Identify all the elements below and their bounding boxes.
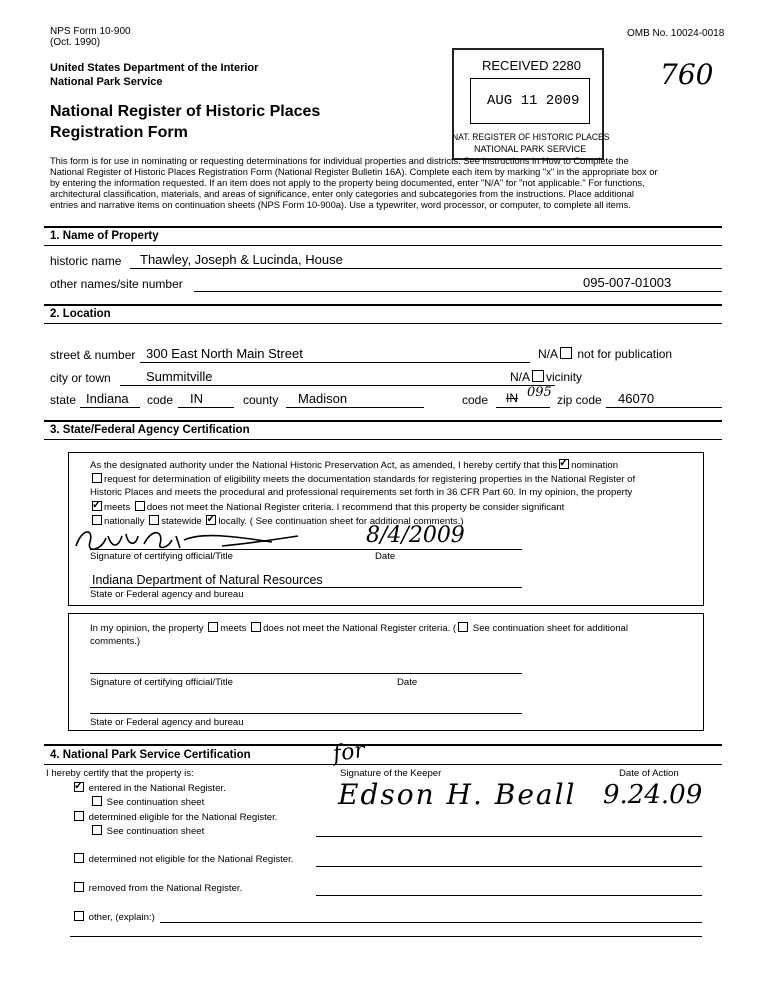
section3-top-rule — [44, 420, 722, 422]
code-line — [178, 407, 234, 408]
omb-number: OMB No. 10024-0018 — [627, 28, 725, 39]
handwritten-number: 760 — [660, 58, 714, 91]
keeper-line-3 — [316, 895, 702, 896]
intro-line4: architectural classification, materials, and areas of significance, enter only categories and subcategories from the instructions. Place additional — [50, 189, 634, 199]
city-line — [120, 385, 530, 386]
vicinity-option[interactable] — [510, 370, 582, 384]
code2-value[interactable]: 095 — [527, 385, 552, 400]
does-not-meet-checkbox[interactable] — [135, 501, 145, 511]
stamp-line2: NATIONAL PARK SERVICE — [474, 144, 587, 154]
state-value[interactable]: Indiana — [86, 391, 129, 406]
intro-line3: by entering the information requested. If an item does not apply to the property being documented, enter "N/A" for "not applicable." For functions, — [50, 178, 645, 188]
code2-label: code — [462, 393, 489, 407]
nomination-label: nomination — [571, 460, 619, 471]
opinion-text-1: In my opinion, the property — [90, 623, 204, 634]
historic-name-label: historic name — [50, 254, 122, 268]
keeper-line-2 — [316, 866, 702, 867]
not-publication-checkbox[interactable] — [560, 347, 572, 359]
date-label-2: Date — [397, 677, 418, 688]
cert-text-1: As the designated authority under the National Historic Preservation Act, as amended, I hereby certify that this — [90, 460, 558, 471]
eligible-checkbox[interactable] — [74, 811, 84, 821]
stamp-received: RECEIVED 2280 — [482, 58, 581, 73]
section2-heading: 2. Location — [50, 308, 111, 320]
other-option[interactable] — [72, 911, 155, 923]
service: National Park Service — [50, 76, 163, 88]
keeper-line-1 — [316, 836, 702, 837]
county-label: county — [243, 393, 279, 407]
section4-heading-rule — [44, 764, 722, 765]
county-line — [286, 407, 424, 408]
keeper-label: Signature of the Keeper — [340, 768, 442, 779]
vicinity-label: vicinity — [546, 370, 583, 384]
entered-checkbox[interactable] — [74, 782, 84, 792]
keeper-for-note: for — [331, 737, 367, 768]
entered-label: entered in the National Register. — [88, 783, 226, 794]
opinion-not-meet-checkbox[interactable] — [251, 622, 261, 632]
section3-heading: 3. State/Federal Agency Certification — [50, 424, 250, 436]
not-eligible-checkbox[interactable] — [74, 853, 84, 863]
action-date: 9.24.09 — [603, 780, 703, 810]
see-continuation-1[interactable] — [90, 796, 204, 808]
not-eligible-label: determined not eligible for the National Register. — [88, 854, 294, 865]
continuation-note: ( See continuation sheet for additional comments.) — [249, 516, 464, 527]
department: United States Department of the Interior — [50, 62, 259, 74]
opinion-line1 — [90, 622, 628, 634]
certifying-date: 8/4/2009 — [366, 523, 465, 548]
agency-line-2 — [90, 713, 522, 714]
form-date: (Oct. 1990) — [50, 37, 101, 48]
nationally-label: nationally — [104, 516, 145, 527]
meets-label: meets — [104, 502, 131, 513]
cert-text-4: does not meet the National Register criteria. I recommend that this property be consider significant — [146, 502, 565, 513]
other-names-value[interactable]: 095-007-01003 — [583, 275, 672, 290]
locally-label: locally. — [218, 516, 248, 527]
zip-label: zip code — [557, 393, 602, 407]
agency-label-2: State or Federal agency and bureau — [90, 717, 244, 728]
see-continuation-1-label: See continuation sheet — [106, 797, 205, 808]
cert-line2 — [90, 473, 635, 485]
city-label: city or town — [50, 371, 111, 385]
historic-name-value[interactable]: Thawley, Joseph & Lucinda, House — [140, 252, 343, 267]
agency-line-1 — [90, 587, 522, 588]
other-names-line — [194, 291, 722, 292]
see-continuation-1-checkbox[interactable] — [92, 796, 102, 806]
opinion-meets-label: meets — [220, 623, 247, 634]
code-value[interactable]: IN — [190, 391, 203, 406]
statewide-label: statewide — [161, 516, 202, 527]
cert-text-2: request for determination of eligibility meets the documentation standards for registering properties in the National Register of — [104, 474, 636, 485]
signature-label-1: Signature of certifying official/Title — [90, 551, 233, 562]
section1-top-rule — [44, 226, 722, 228]
signature-line-2 — [90, 673, 522, 674]
other-names-label: other names/site number — [50, 277, 183, 291]
signature-label-2: Signature of certifying official/Title — [90, 677, 233, 688]
zip-value[interactable]: 46070 — [618, 391, 655, 406]
street-line — [140, 362, 530, 363]
eligible-option[interactable] — [72, 811, 277, 823]
section2-heading-rule — [44, 323, 722, 324]
other-explain-line — [160, 922, 702, 923]
section4-top-rule — [44, 744, 722, 746]
code2-struck: IN — [506, 391, 518, 405]
removed-label: removed from the National Register. — [88, 883, 243, 894]
request-checkbox[interactable] — [92, 473, 102, 483]
meets-checkbox[interactable] — [92, 501, 102, 511]
intro-line1: This form is for use in nominating or requesting determinations for individual properties and districts. See instructions in How to Complete the — [50, 156, 629, 166]
not-eligible-option[interactable] — [72, 853, 293, 865]
see-continuation-2-label: See continuation sheet — [106, 826, 205, 837]
cert-line4 — [90, 501, 564, 513]
state-label: state — [50, 393, 77, 407]
form-title-line2: Registration Form — [50, 124, 188, 141]
nomination-checkbox[interactable] — [559, 459, 569, 469]
zip-line — [606, 407, 722, 408]
see-continuation-2[interactable] — [90, 825, 204, 837]
section4-heading: 4. National Park Service Certification — [50, 749, 251, 761]
other-explain-line-2 — [70, 936, 702, 937]
not-publication-label: not for publication — [577, 347, 673, 361]
city-value[interactable]: Summitville — [146, 369, 213, 384]
section1-heading: 1. Name of Property — [50, 230, 159, 242]
section2-top-rule — [44, 304, 722, 306]
other-label: other, (explain:) — [88, 912, 155, 923]
na-label-1: N/A — [538, 347, 559, 361]
na-label-2: N/A — [510, 370, 531, 384]
form-title-line1: National Register of Historic Places — [50, 103, 321, 120]
section1-heading-rule — [44, 245, 722, 246]
historic-name-line — [130, 268, 722, 269]
see-continuation-2-checkbox[interactable] — [92, 825, 102, 835]
agency-label-1: State or Federal agency and bureau — [90, 589, 244, 600]
opinion-not-meet-label: does not meet the National Register criteria. ( — [263, 623, 457, 634]
entered-option[interactable] — [72, 782, 226, 794]
street-label: street & number — [50, 348, 136, 362]
certify-text: I hereby certify that the property is: — [46, 768, 194, 779]
intro-line5: entries and narrative items on continuation sheets (NPS Form 10-900a). Use a typewriter, word processor, or computer, to complete all items. — [50, 200, 631, 210]
signature-line-1 — [90, 549, 522, 550]
opinion-continuation-label: See continuation sheet for additional — [472, 623, 629, 634]
date-action-label: Date of Action — [619, 768, 679, 779]
code2-line — [496, 407, 550, 408]
opinion-meets-checkbox[interactable] — [208, 622, 218, 632]
received-stamp — [452, 48, 610, 160]
stamp-date-box — [470, 78, 590, 124]
state-line — [80, 407, 140, 408]
not-publication-option[interactable] — [538, 347, 672, 361]
stamp-line1: NAT. REGISTER OF HISTORIC PLACES — [452, 132, 610, 142]
code-label: code — [147, 393, 174, 407]
removed-option[interactable] — [72, 882, 242, 894]
keeper-signature: Edson H. Beall — [338, 778, 577, 811]
form-number: NPS Form 10-900 — [50, 26, 131, 37]
opinion-text-2: comments.) — [90, 636, 141, 647]
cert-text-3: Historic Places and meets the procedural and professional requirements set forth in 36 CFR Part 60. In my opinion, the property — [90, 487, 633, 498]
intro-line2: National Register of Historic Places Registration Form (National Register Bulletin 16A). Complete each item by marking "x" in the appropriate box or — [50, 167, 658, 177]
vicinity-checkbox[interactable] — [532, 370, 544, 382]
other-checkbox[interactable] — [74, 911, 84, 921]
section3-heading-rule — [44, 439, 722, 440]
opinion-continuation-checkbox[interactable] — [458, 622, 468, 632]
eligible-label: determined eligible for the National Register. — [88, 812, 278, 823]
agency-value[interactable]: Indiana Department of Natural Resources — [92, 573, 323, 587]
cert-line1 — [90, 459, 618, 471]
removed-checkbox[interactable] — [74, 882, 84, 892]
stamp-date: AUG 11 2009 — [487, 93, 580, 109]
date-label-1: Date — [375, 551, 396, 562]
county-value[interactable]: Madison — [298, 391, 348, 406]
street-value[interactable]: 300 East North Main Street — [146, 346, 303, 361]
